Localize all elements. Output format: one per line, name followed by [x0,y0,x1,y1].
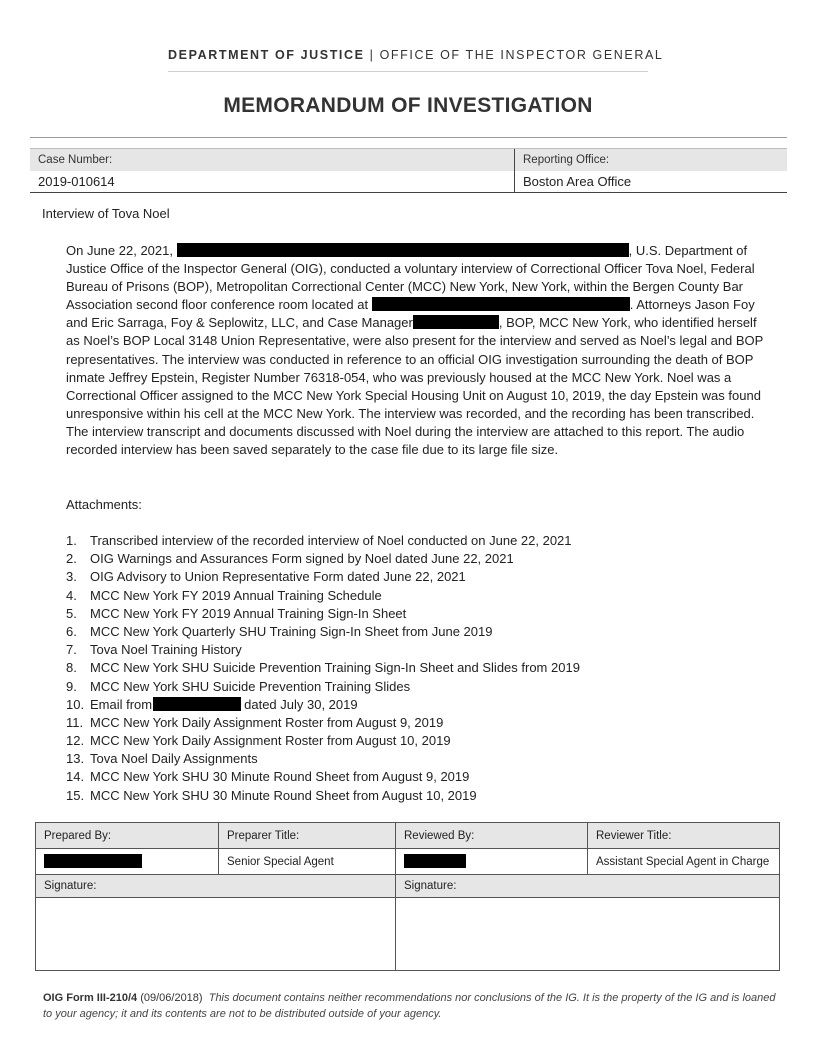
reviewer-title-value: Assistant Special Agent in Charge [588,849,780,875]
attachment-number: 14. [66,769,85,785]
reviewer-title-label: Reviewer Title: [588,823,780,849]
reporting-office-label: Reporting Office: [515,149,788,172]
memo-body [66,242,766,459]
attachment-text: Email from [90,696,153,712]
header-divider-line [168,71,648,72]
attachment-number: 6. [66,623,77,639]
preparer-title-value: Senior Special Agent [219,849,396,875]
attachment-item [66,714,580,732]
agency-header [168,48,664,62]
attachment-item [66,641,580,659]
attachment-number: 9. [66,678,77,694]
reporting-office-value: Boston Area Office [515,171,788,193]
case-number-label: Case Number: [30,149,515,172]
office-name: OFFICE OF THE INSPECTOR GENERAL [379,48,664,62]
attachment-item [66,568,580,586]
attachment-item [66,605,580,623]
memo-paragraph [66,242,766,459]
form-date: (09/06/2018) [140,992,203,1004]
attachment-text: MCC New York SHU 30 Minute Round Sheet from August 10, 2019 [90,787,477,803]
memo-subject: Interview of Tova Noel [42,206,170,221]
attachment-number: 5. [66,605,77,621]
redaction-block [404,854,466,868]
attachment-item [66,659,580,677]
header-divider: | [369,48,375,62]
attachment-number: 4. [66,587,77,603]
attachment-number: 11. [66,714,84,730]
body-text: , BOP, MCC New York, who identified herself as Noel’s BOP Local 3148 Union Representative, were also present for the interview and served as Noel’s legal and BOP representatives. The interview was conducted in reference to an official OIG investigation surrounding the death of BOP inmate Jeffrey Epstein, Register Number 76318-054, who was previously housed at the MCC New York. Noel was a Correctional Officer assigned to the MCC New York Special Housing Unit on August 10, 2019, the day Epstein was found unresponsive within his cell at the MCC New York. The interview was recorded, and the recording has been transcribed. The interview transcript and documents discussed with Noel during the interview are attached to this report. The audio recorded interview has been saved separately to the case file due to its large file size. [66,315,764,458]
attachments-list [66,532,580,805]
case-number-value: 2019-010614 [30,171,515,193]
attachment-number: 3. [66,569,77,585]
prepared-by-label: Prepared By: [36,823,219,849]
reviewed-by-label: Reviewed By: [396,823,588,849]
attachment-text: MCC New York FY 2019 Annual Training Schedule [90,587,382,603]
attachment-item [66,768,580,786]
signature-table [35,822,780,971]
attachment-text: MCC New York Quarterly SHU Training Sign-In Sheet from June 2019 [90,623,493,639]
signature-label-left: Signature: [36,875,396,898]
attachment-text: MCC New York SHU Suicide Prevention Training Slides [90,678,411,694]
redaction-block [413,315,499,329]
attachment-text: MCC New York Daily Assignment Roster from August 10, 2019 [90,733,451,749]
attachment-number: 2. [66,551,77,567]
title-divider-line [30,137,787,138]
attachment-item [66,787,580,805]
redaction-block [153,697,241,711]
agency-name: DEPARTMENT OF JUSTICE [168,48,365,62]
attachment-text: Transcribed interview of the recorded interview of Noel conducted on June 22, 2021 [90,533,572,548]
attachment-number: 7. [66,642,77,658]
footer-disclaimer: This document contains neither recommendations nor conclusions of the IG. It is the property of the IG and is loaned to your agency; it and its contents are not to be distributed outside of your agency. [43,992,776,1020]
attachment-item [66,732,580,750]
form-id: OIG Form III-210/4 [43,992,138,1004]
attachment-item [66,587,580,605]
attachment-text: MCC New York Daily Assignment Roster from August 9, 2019 [90,714,444,730]
attachment-number: 13. [66,751,85,767]
signature-box-left [36,898,396,971]
attachment-number: 1. [66,533,77,548]
signature-box-right [396,898,780,971]
body-text: On June 22, 2021, [66,243,173,258]
attachment-text: Tova Noel Daily Assignments [90,751,258,767]
redaction-block [372,297,630,311]
body-text: . Attorneys Jason Foy and Eric Sarraga, Foy & Seplowitz, LLC, and Case Manager [66,297,755,331]
attachment-text: MCC New York SHU 30 Minute Round Sheet from August 9, 2019 [90,769,470,785]
case-info-table [30,148,787,193]
form-footer [43,990,778,1022]
attachment-text: MCC New York SHU Suicide Prevention Training Sign-In Sheet and Slides from 2019 [90,660,580,676]
redaction-block [177,243,629,257]
attachment-number: 15. [66,787,85,803]
attachment-number: 8. [66,660,77,676]
redaction-block [44,854,142,868]
page-title: MEMORANDUM OF INVESTIGATION [223,94,593,117]
attachments-heading: Attachments: [66,497,142,512]
attachment-number: 10. [66,696,85,712]
attachment-item [66,623,580,641]
attachment-text: Tova Noel Training History [90,642,242,658]
attachment-text: dated July 30, 2019 [244,696,358,712]
attachment-text: MCC New York FY 2019 Annual Training Sign-In Sheet [90,605,407,621]
reviewer-name-cell [396,849,588,875]
attachment-item [66,550,580,568]
signature-label-right: Signature: [396,875,780,898]
attachment-text: OIG Warnings and Assurances Form signed by Noel dated June 22, 2021 [90,551,514,567]
attachment-item [66,750,580,768]
preparer-name-cell [36,849,219,875]
attachment-item [66,696,580,714]
body-text: , U.S. Department of Justice Office of the Inspector General (OIG), conducted a voluntary interview of Correctional Officer Tova Noel, Federal Bureau of Prisons (BOP), Metropolitan Correctional Center (MCC) New York, New York, within the Bergen County Bar Association second floor conference room located at [66,243,755,313]
attachment-item [66,678,580,696]
attachment-item [66,532,580,550]
attachment-number: 12. [66,733,85,749]
attachment-text: OIG Advisory to Union Representative Form dated June 22, 2021 [90,569,466,585]
preparer-title-label: Preparer Title: [219,823,396,849]
